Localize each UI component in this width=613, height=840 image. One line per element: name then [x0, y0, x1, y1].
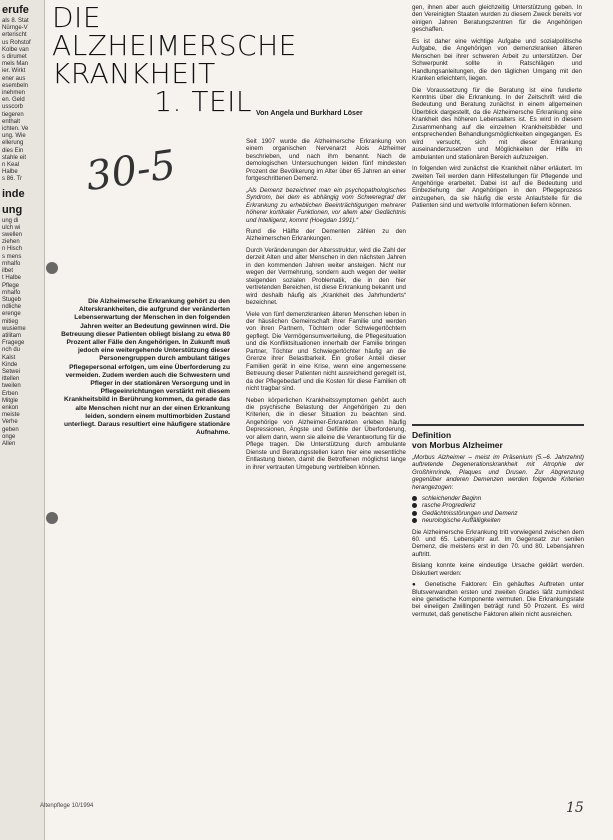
definition-title-line: von Morbus Alzheimer: [412, 440, 503, 450]
paragraph: In folgenden wird zunächst die Krankheit näher erläutert. Im zweiten Teil werden dann Hilfestellungen für Pflegende und Angehörige erarbeitet. Dabei ist auf die Bedeutung und Einbeziehung der Angehörigen in den Pflegeprozess einzugehen, da sie häufig die erste Anlaufstelle für die Patienten sind und wertvolle Informationen liefern können.: [412, 165, 582, 210]
fragment-line: s 86. Tr: [2, 176, 23, 183]
byline: Von Angela und Burkhard Löser: [256, 110, 363, 117]
fragment-line: atilitam: [2, 332, 22, 339]
fragment-line: ulch wi: [2, 224, 21, 231]
paragraph: Seit 1907 wurde die Alzheimersche Erkrankung von einem organischen Nervenarzt Alois Alzheimer beschrieben, und nach ihm benannt. Nach de demologischen Untersuchungen leiden fünf mindesten Prozent der Bevölkerung im Alter über 65 Jahren an einer fortgeschrittenen Demenz.: [246, 138, 406, 183]
fragment-line: esembeln: [2, 82, 29, 89]
fragment-line: Setwei: [2, 368, 21, 375]
fragment-line: dies Ein: [2, 147, 24, 154]
bullet-icon: [412, 518, 417, 523]
fragment-line: mels Man: [2, 61, 29, 68]
fragment-line: mitieg: [2, 318, 19, 325]
fragment-heading: erufe: [2, 4, 29, 16]
fragment-line: rnhalfo: [2, 260, 21, 267]
page-number: 15: [566, 800, 584, 816]
fragment-line: Stugeb: [2, 296, 22, 303]
fragment-line: onge: [2, 433, 16, 440]
paragraph: Die Voraussetzung für die Beratung ist eine fundierte Kenntnis über die Erkrankung. In der Zeitschrift wird die Bedeutung und Beratung zunächst in einem allgemeinen Überblick dargestellt, da die Alzheimersche Erkrankung eine Krankheit des höheren Lebensalters ist. Es wird in diesem Zusammenhang auf die einzelnen Krankheitsbilder und entsprechenden Behandlungsmöglichkeiten eingegangen. Es wird versucht, sich mit dieser Erkrankung auseinanderzusetzen und Möglichkeiten der Hilfe im ambulanten und stationären Bereich aufzuzeigen.: [412, 86, 582, 161]
title-line: KRANKHEIT: [52, 57, 216, 90]
binding-hole: [46, 512, 58, 524]
fragment-line: ilbet: [2, 268, 14, 275]
bullet-icon: [412, 503, 417, 508]
quote-paragraph: „Als Demenz bezeichnet man ein psychopathologisches Syndrom, bei dem es abhängig vom Schweregrad der Erkrankung zu erheblichen Beeinträchtigungen mehrerer höherer kortikaler Funktionen, vor allem aber Gedächtnis und Intelligenz, kommt (Hoegdan 1991).“: [246, 186, 406, 224]
paragraph: Viele von fünf demenzkranken älteren Menschen leben in der häuslichen Gemeinschaft ihrer Familie und werden von ihren Partnern, Töchtern oder Schwiegertöchtern gepflegt. Die Vermögensumverteilung, die Pflegesituation und die Konfliktsituationen innerhalb der Familie bringen Partner, Töchter und Schwiegertöchter häufig an die Grenze ihrer Belastbarkeit. Ein großer Anteil dieser Familien gerät in eine Krise, wenn eine angemessene Betreuung dieser Patienten nicht ausreichend geregelt ist, da der Pflegebedarf und die Kosten für diese Familien oft nicht tragbar sind.: [246, 310, 406, 393]
definition-title: [412, 430, 584, 450]
paragraph: ● Genetische Faktoren: Ein gehäuftes Auftreten unter Blutsverwandten ersten und zweiten Grades läßt zumindest eine genetische Komponente vermuten. Die Erkrankungsrate bei eineiigen Zwillingen beträgt rund 50 Prozent. Es wird vermutet, daß genetische Faktoren allein nicht ausreichen.: [412, 581, 584, 618]
fragment-line: Pflege: [2, 282, 20, 289]
fragment-line: Nürnge-V: [2, 25, 28, 32]
fragment-line: Halbe: [2, 169, 18, 176]
fragment-line: n Keal: [2, 162, 20, 169]
fragment-line: s mens: [2, 253, 22, 260]
criteria-list: [412, 495, 584, 525]
paragraph: Durch Veränderungen der Altersstruktur, wird die Zahl der derzeit Alten und alter Menschen in den nächsten Jahren in den kommenden Jahren weiter ansteigen. Nicht nur wegen der Vermehrung, sondern auch wegen der weiter steigenden sozialen Problematik, die in den hier vertretenden Bereichen, ist diese Erkrankung bekannt und wird deshalb häufig als „Krankheit des Jahrhunderts“ bezeichnet.: [246, 246, 406, 307]
definition-title-line: Definition: [412, 430, 452, 440]
fragment-line: en. Geld: [2, 97, 25, 104]
fragment-heading: ung: [2, 203, 23, 216]
fragment-line: ziehen: [2, 239, 20, 246]
fragment-line: ichten. Ve: [2, 126, 29, 133]
middle-column: [246, 138, 406, 475]
fragment-line: s dirumet: [2, 54, 27, 61]
definition-box: [412, 424, 584, 622]
criteria-item: Gedächtnisstörungen und Demenz: [412, 510, 584, 517]
fragment-line: als 8. Stat: [2, 18, 29, 24]
fragment-line: Mitgle: [2, 397, 19, 404]
fragment-line: usscorb: [2, 104, 24, 111]
fragment-line: enthalt: [2, 118, 21, 125]
criteria-item: rasche Progredienz: [412, 502, 584, 509]
fragment-line: n Hisch: [2, 246, 23, 253]
fragment-line: Fragege: [2, 340, 25, 347]
fragment-line: ung di: [2, 217, 19, 224]
bullet-icon: [412, 511, 417, 516]
lead-paragraph: Die Alzheimersche Erkrankung gehört zu den Alterskrankheiten, die aufgrund der veränderten Lebenserwartung der Menschen in den folgenden Jahren weiter an Bedeutung gewinnen wird. Die Betreuung dieser Patienten obliegt bislang zu etwa 80 Prozent aller Fälle den Angehörigen. In Zukunft muß jedoch eine weitergehende Unterstützung dieser Personengruppen durch ambulant tätiges Pflegepersonal erfolgen, um eine Überforderung zu vermeiden. Zudem werden auch die Schwestern und Pfleger in der stationären Versorgung und in Pflegeeinrichtungen verstärkt mit diesem Krankheitsbild in Berührung kommen, da gerade das alte Menschen nicht nur an der einen Erkrankung leiden, sondern einem multimorbiden Zustand unterliegt. Daraus resultiert eine häufigere stationäre Aufnahme.: [61, 298, 230, 437]
fragment-line: wusieme: [2, 325, 26, 332]
fragment-line: Kinde: [2, 361, 18, 368]
paragraph: Neben körperlichen Krankheitssymptomen gehört auch die psychische Belastung der Angehörigen zu den Kriterien, die in dieser Situation zu beachten sind. Angehörige von Alzheimer-Erkrankten erleben häufig Depressionen, Ängste und Gefühle der Überforderung, vor allem dann, wenn sie alleine die Verantwortung für die Pflege tragen. Die Unterstützung durch ambulante Dienste und Beratungsstellen kann hier eine wesentliche Entlastung bieten, damit die Betroffenen möglichst lange in ihrer vertrauten Umgebung verbleiben können.: [246, 396, 406, 471]
criteria-item: schleichender Beginn: [412, 495, 584, 502]
fragment-line: Kolbe van: [2, 46, 29, 53]
fragment-line: us Rohstof: [2, 39, 31, 46]
fragment-line: nch du: [2, 347, 21, 354]
fragment-heading: inde: [2, 187, 25, 200]
fragment-line: Allen: [2, 440, 16, 447]
handwritten-note: 30-5: [83, 141, 179, 201]
binding-hole: [46, 262, 58, 274]
adjacent-page-fragment: [0, 0, 45, 840]
title-line: 1. TEIL: [154, 85, 252, 118]
fragment-lines: [0, 18, 44, 184]
criteria-item: neurologische Auffälligkeiten: [412, 517, 584, 524]
article-title: [52, 1, 297, 118]
fragment-line: ittellen: [2, 376, 20, 383]
fragment-line: tweilen: [2, 383, 21, 390]
fragment-line: rnhalfo: [2, 289, 21, 296]
fragment-line: erterischt: [2, 32, 27, 39]
paragraph: Rund die Hälfte der Dementen zählen zu den Alzheimerschen Erkrankungen.: [246, 227, 406, 243]
page-footer: Altenpflege 10/1994: [40, 803, 94, 809]
bullet-icon: [412, 496, 417, 501]
fragment-line: swellen: [2, 232, 23, 239]
fragment-line: tiegeren: [2, 111, 24, 118]
fragment-line: stahle eit: [2, 154, 27, 161]
paragraph: Die Alzheimersche Erkrankung tritt vorwiegend zwischen dem 60. und 65. Lebensjahr auf. Im Gegensatz zur senilen Demenz, die meistens erst in den 70. und 80. Lebensjahren auftritt.: [412, 528, 584, 558]
fragment-line: Verhe: [2, 419, 18, 426]
fragment-line: ener aus: [2, 75, 26, 82]
fragment-line: inehmen: [2, 90, 26, 97]
right-column: [412, 4, 582, 214]
fragment-line: t Halbe: [2, 275, 22, 282]
fragment-line: ellerung: [2, 140, 24, 147]
paragraph: Es ist daher eine wichtige Aufgabe und sozialpolitische Aufgabe, die Angehörigen von demenzkranken älteren Menschen bei ihrer schweren Arbeit zu unterstützen. Der Schwerpunkt sollte in Ratschlägen und Handlungsanleitungen, die den täglichen Umgang mit den Kranken erleichtern, liegen.: [412, 37, 582, 83]
fragment-line: erenge: [2, 311, 21, 318]
definition-intro: „Morbus Alzheimer – meist im Präsenium (5.–6. Jahrzehnt) auftretende Degenerationskrankheit mit Atrophie der Großhirnrinde, Plaques und Drusen. Zur Abgrenzung gegenüber anderen Demenzen werden folgende Kriterien herangezogen:: [412, 454, 584, 491]
fragment-line: geben: [2, 426, 19, 433]
fragment-lines: [0, 218, 44, 449]
paragraph: gen, ihnen aber auch gleichzeitig Unterstützung geben. In den Vereinigten Staaten wurden zu diesem Zweck bereits vor einigen Jahren Beratungszentren für die Angehörigen geschaffen.: [412, 4, 582, 34]
title-line: DIE ALZHEIMERSCHE: [52, 1, 297, 62]
fragment-line: meiste: [2, 412, 20, 419]
fragment-line: Kalst: [2, 354, 16, 361]
fragment-line: ndliche: [2, 304, 22, 311]
fragment-line: ier. Wirkt: [2, 68, 26, 75]
fragment-line: ung. Wie: [2, 133, 26, 140]
fragment-line: enkon: [2, 404, 19, 411]
paragraph: Bislang konnte keine eindeutige Ursache geklärt werden. Diskutiert werden:: [412, 562, 584, 577]
fragment-line: Erben: [2, 390, 19, 397]
